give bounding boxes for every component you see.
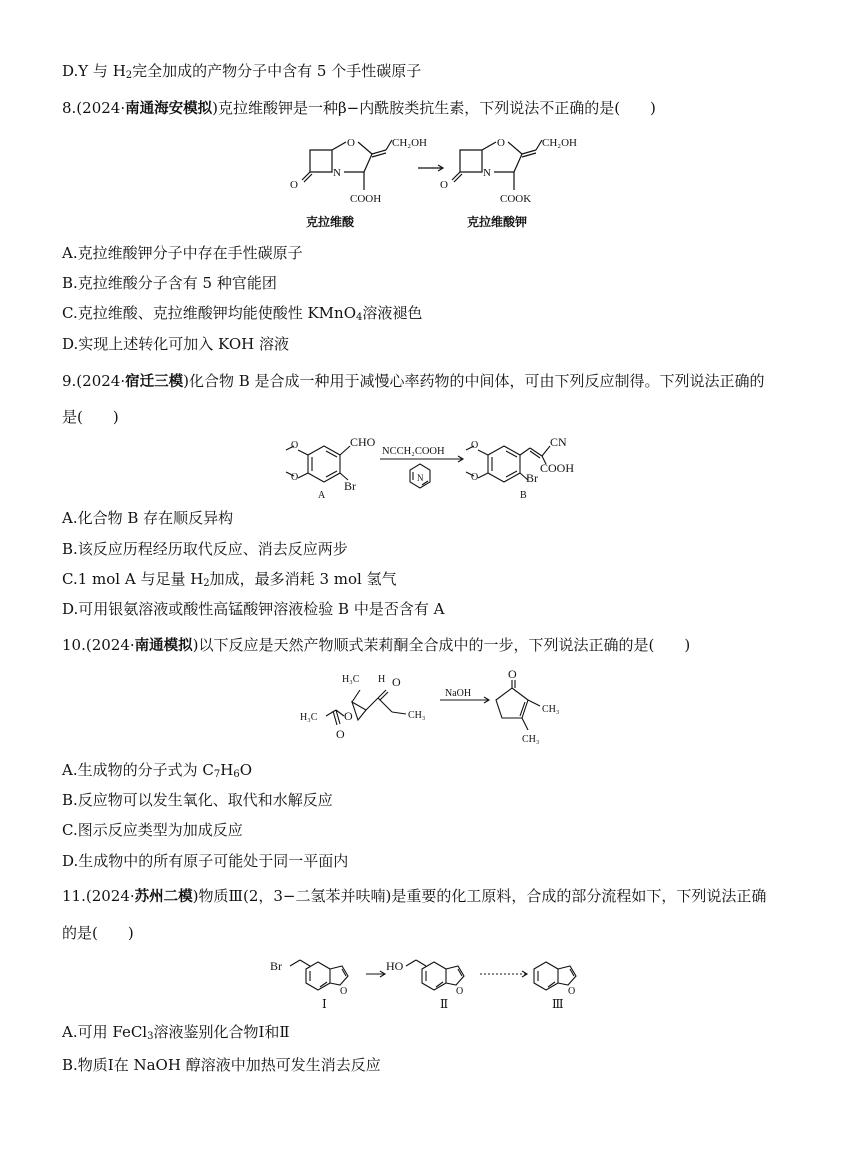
- svg-text:Ⅱ: Ⅱ: [440, 997, 449, 1011]
- svg-text:CN: CN: [550, 435, 567, 449]
- svg-text:O: O: [291, 440, 299, 451]
- svg-text:Ⅲ: Ⅲ: [552, 997, 564, 1011]
- svg-text:HO: HO: [386, 959, 404, 973]
- svg-text:N: N: [483, 167, 491, 179]
- svg-text:NCCH₂COOH: NCCH₂COOH: [382, 446, 445, 457]
- q10-option-c: C.图示反应类型为加成反应: [62, 821, 243, 839]
- q9-stem-cont: 是( ): [62, 408, 119, 426]
- q10-option-b: B.反应物可以发生氧化、取代和水解反应: [62, 791, 333, 809]
- svg-text:O: O: [392, 675, 401, 689]
- svg-text:CH₂OH: CH₂OH: [542, 137, 578, 149]
- q9-option-b: B.该反应历程经历取代反应、消去反应两步: [62, 540, 348, 558]
- svg-text:O: O: [347, 137, 355, 149]
- svg-text:CH₂OH: CH₂OH: [392, 137, 428, 149]
- svg-text:B: B: [520, 490, 527, 501]
- svg-text:O: O: [568, 986, 576, 997]
- q8-option-c: C.克拉维酸、克拉维酸钾均能使酸性 KMnO$_4$溶液褪色: [62, 304, 423, 323]
- q10-reaction-figure: [300, 668, 570, 752]
- svg-text:Br: Br: [344, 479, 356, 493]
- q8-option-b: B.克拉维酸分子含有 5 种官能团: [62, 274, 277, 292]
- q11-reaction-figure: [270, 950, 600, 1012]
- svg-text:CH₃: CH₃: [522, 734, 540, 745]
- svg-text:CHO: CHO: [350, 435, 376, 449]
- q8-stem: 8.(2024·南通海安模拟)克拉维酸钾是一种β−内酰胺类抗生素，下列说法不正确的是( ): [62, 99, 656, 117]
- svg-text:CH₃: CH₃: [408, 710, 426, 721]
- q11-option-a: A.可用 FeCl$_3$溶液鉴别化合物Ⅰ和Ⅱ: [62, 1023, 290, 1042]
- q10-option-a: A.生成物的分子式为 $C_7H_6O$: [62, 761, 253, 780]
- svg-text:Br: Br: [270, 959, 282, 973]
- svg-text:A: A: [318, 490, 326, 501]
- svg-text:NaOH: NaOH: [445, 688, 472, 699]
- q11-stem-cont: 的是( ): [62, 924, 134, 942]
- q8-option-a: A.克拉维酸钾分子中存在手性碳原子: [62, 244, 303, 262]
- svg-text:O: O: [290, 179, 298, 191]
- svg-text:N: N: [333, 167, 341, 179]
- svg-text:COOK: COOK: [500, 193, 532, 205]
- q10-stem: 10.(2024·南通模拟)以下反应是天然产物顺式茉莉酮全合成中的一步，下列说法正确的是( ): [62, 636, 691, 654]
- svg-text:H₃C: H₃C: [300, 712, 318, 723]
- q9-option-d: D.可用银氨溶液或酸性高锰酸钾溶液检验 B 中是否含有 A: [62, 600, 445, 618]
- q7-option-d: D.Y 与 $H_2$完全加成的产物分子中含有 5 个手性碳原子: [62, 62, 422, 81]
- q8-reaction-figure: [280, 130, 600, 232]
- svg-text:O: O: [456, 986, 464, 997]
- svg-text:O: O: [340, 986, 348, 997]
- q9-option-a: A.化合物 B 存在顺反异构: [62, 509, 234, 527]
- svg-text:COOH: COOH: [350, 193, 382, 205]
- svg-text:Br: Br: [526, 471, 538, 485]
- q10-option-d: D.生成物中的所有原子可能处于同一平面内: [62, 852, 349, 870]
- svg-text:Ⅰ: Ⅰ: [322, 997, 327, 1011]
- svg-text:O: O: [291, 472, 299, 483]
- svg-text:COOH: COOH: [540, 461, 575, 475]
- q9-option-c: C.1 mol A 与足量 $H_2$加成，最多消耗 3 mol 氢气: [62, 570, 397, 589]
- q11-stem: 11.(2024·苏州二模)物质Ⅲ(2，3−二氢苯并呋喃)是重要的化工原料，合成的部分流程如下，下列说法正确: [62, 887, 767, 905]
- q9-stem: 9.(2024·宿迁三模)化合物 B 是合成一种用于减慢心率药物的中间体，可由下列反应制得。下列说法正确的: [62, 372, 765, 390]
- svg-text:克拉维酸: 克拉维酸: [306, 215, 355, 229]
- svg-text:克拉维酸钾: 克拉维酸钾: [467, 215, 528, 229]
- svg-text:H₃C: H₃C: [342, 674, 360, 685]
- svg-text:O: O: [344, 709, 353, 723]
- q11-option-b: B.物质Ⅰ在 NaOH 醇溶液中加热可发生消去反应: [62, 1056, 381, 1074]
- svg-text:N: N: [417, 473, 424, 483]
- svg-text:O: O: [336, 727, 345, 741]
- svg-text:CH₃: CH₃: [542, 704, 560, 715]
- q8-option-d: D.实现上述转化可加入 KOH 溶液: [62, 335, 289, 353]
- svg-text:O: O: [471, 440, 479, 451]
- svg-text:O: O: [440, 179, 448, 191]
- svg-text:O: O: [471, 472, 479, 483]
- svg-text:O: O: [508, 667, 517, 681]
- svg-text:O: O: [497, 137, 505, 149]
- q9-reaction-figure: [270, 432, 600, 504]
- svg-text:H: H: [378, 674, 386, 685]
